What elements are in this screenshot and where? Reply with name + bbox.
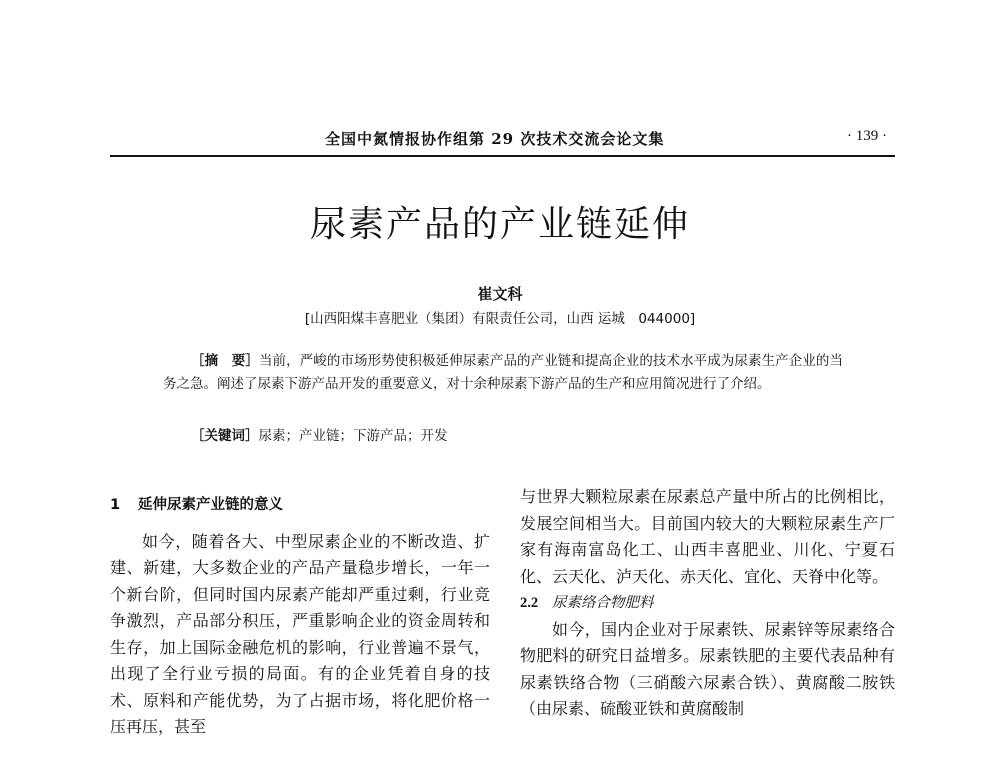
continued-paragraph: 与世界大颗粒尿素在尿素总产量中所占的比例相比，发展空间相当大。目前国内较大的大颗粒尿素生产厂家有海南富岛化工、山西丰喜肥业、川化、宁夏石化、云天化、泸天化、赤天化、宜化、天脊中化等。 [520,487,895,586]
subsection-heading [520,590,895,617]
left-column [110,484,490,741]
journal-name: 全国中氮情报协作组第 29 次技术交流会论文集 [325,130,665,148]
header-rule [110,155,895,157]
body-paragraph: 如今，随着各大、中型尿素企业的不断改造、扩建、新建，大多数企业的产品产量稳步增长，一年一个新台阶，但同时国内尿素产能却严重过剩，行业竞争激烈，产品部分积压，严重影响企业的资金周转和生存，加上国际金融危机的影响，行业普遍不景气，出现了全行业亏损的局面。有的企业凭着自身的技术、原料和产能优势，为了占据市场，将化肥价格一压再压，甚至 [110,531,490,736]
author-affiliation: [山西阳煤丰喜肥业（集团）有限责任公司，山西 运城 044000] [304,311,696,327]
running-header [110,128,895,154]
article-title: 尿素产品的产业链延伸 [309,204,690,245]
keywords [191,424,448,444]
subsection-title: 尿素络合物肥料 [552,595,654,611]
abstract [163,350,843,396]
section-number: 1 [110,497,121,513]
keywords-label: ［关键词］ [191,428,259,444]
abstract-label: ［摘 要］ [191,353,259,369]
body-paragraph: 如今，国内企业对于尿素铁、尿素锌等尿素络合物肥料的研究日益增多。尿素铁肥的主要代表品种有尿素铁络合物（三硝酸六尿素合铁）、黄腐酸二胺铁（由尿素、硫酸亚铁和黄腐酸制 [520,619,895,718]
section-title: 延伸尿素产业链的意义 [138,497,283,513]
author-name: 崔文科 [477,285,523,303]
subsection-number: 2.2 [520,595,539,611]
keywords-text: 尿素；产业链；下游产品；开发 [258,428,448,444]
page-number: · 139 · [847,128,887,144]
right-column [520,484,895,723]
abstract-text: 当前，严峻的市场形势使积极延伸尿素产品的产业链和提高企业的技术水平成为尿素生产企业的当务之急。阐述了尿素下游产品开发的重要意义，对十余种尿素下游产品的生产和应用简况进行了介绍。 [163,353,844,392]
section-heading [110,492,490,519]
